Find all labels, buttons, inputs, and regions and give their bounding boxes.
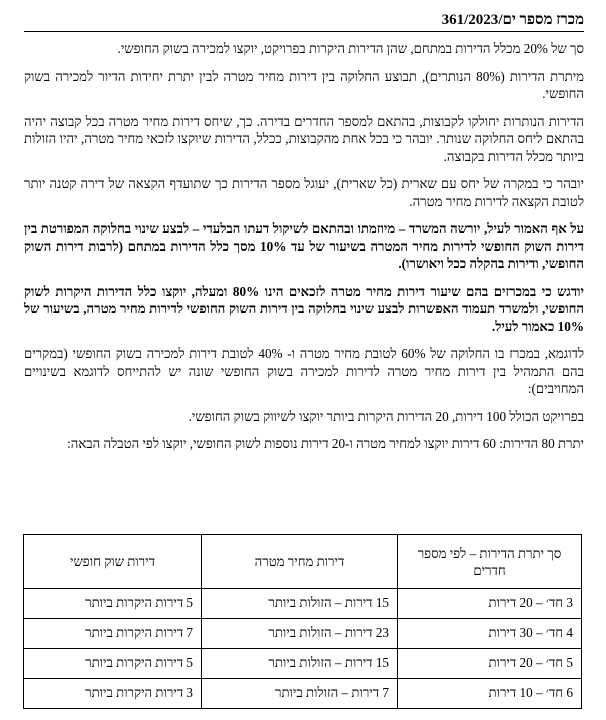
tender-number: 361/2023 (441, 12, 499, 28)
cell-free-market: 5 דירות היקרות ביותר (24, 589, 202, 619)
cell-rooms: 4 חד׳ – 30 דירות (398, 619, 582, 649)
header-free-market: דירות שוק חופשי (24, 535, 202, 589)
paragraph-emphasis-80: יודגש כי במכרזים בהם שיעור דירות מחיר מטרה לזכאים הינו 80% ומעלה, יוקצו כלל הדירות היקרות לשוק החופשי, ולמשרד תעמוד האפשרות לבצע שינוי בחלוקה בין דירות השוק החופשי לדירות מחיר מטרה, בשיעור של 10% כאמור לעיל. (24, 283, 584, 334)
paragraph-project-100: בפרויקט הכולל 100 דירות, 20 הדירות היקרות ביותר יוקצו לשיווק בשוק החופשי. (188, 408, 584, 424)
cell-rooms: 3 חד׳ – 20 דירות (398, 589, 582, 619)
paragraph-room-groups: הדירות הנותרות יחולקו לקבוצות, בהתאם למספר החדרים בדירה. כך, שיחס דירות מחיר מטרה בכל קבוצה יהיה בהתאם ליחס החלוקה שנותר. יובהר כי בכל אחת מהקבוצות, ככלל, הדירות שיוקצו לזכאי מחיר מטרה, יהיו הזולות ביותר מכלל הדירות בקבוצה. (24, 113, 584, 164)
document-header (24, 10, 584, 32)
paragraph-rounding: יובהר כי במקרה של יחס עם שארית (כל שארית), יעוגל מספר הדירות כך שתועדף הקצאה של דירה קטנה יותר לטובת הקצאה לדירות מחיר מטרה. (24, 176, 584, 209)
cell-rooms: 5 חד׳ – 20 דירות (398, 649, 582, 679)
cell-target-price: 7 דירות – הזולות ביותר (202, 679, 398, 709)
paragraph-remaining-split: מיתרת הדירות (80% הנותרים), תבוצע החלוקה בין דירות מחיר מטרה לבין יתרת יחידות הדיור למכירה בשוק החופשי. (24, 68, 585, 101)
allocation-table (23, 534, 582, 709)
allocation-table-wrapper (24, 534, 582, 709)
paragraph-remaining-80: יתרת 80 הדירות: 60 דירות יוקצו למחיר מטרה ו-20 דירות נוספות לשוק החופשי, יוקצו לפי הטבלה הבאה: (67, 436, 584, 451)
cell-free-market: 3 דירות היקרות ביותר (24, 679, 202, 709)
header-target-price: דירות מחיר מטרה (202, 535, 398, 589)
tender-label: מכרז מספר ים/ (498, 12, 584, 28)
table-row (24, 649, 582, 679)
cell-target-price: 23 דירות – הזולות ביותר (202, 619, 398, 649)
header-rooms: סך יתרת הדירות – לפי מספר חדרים (398, 535, 582, 589)
table-header-row (24, 535, 582, 589)
cell-target-price: 15 דירות – הזולות ביותר (202, 649, 398, 679)
cell-free-market: 7 דירות היקרות ביותר (24, 619, 202, 649)
table-row (24, 679, 582, 709)
cell-rooms: 6 חד׳ – 10 דירות (398, 679, 582, 709)
table-row (24, 589, 582, 619)
paragraph-example: לדוגמא, במכרז בו החלוקה של 60% לטובת מחיר מטרה ו- 40% לטובת דירות למכירה בשוק החופשי (במקרים בהם התמהיל בין דירות מחיר מטרה לדירות למכירה בשוק החופשי שונה יש להתייחס לדוגמא בשינויים המחויבים): (24, 346, 584, 396)
paragraph-free-market-share: סך של 20% מכלל הדירות במתחם, שהן הדירות היקרות בפרויקט, יוקצו למכירה בשוק החופשי. (117, 41, 584, 56)
cell-free-market: 5 דירות היקרות ביותר (24, 649, 202, 679)
paragraph-ministry-change: על אף האמור לעיל, יורשה המשרד – מיוזמתו ובהתאם לשיקול דעתו הבלעדי – לבצע שינוי בחלוקה המפורטת בין דירות השוק החופשי לדירות מחיר המטרה בשיעור של עד 10% מסך כלל הדירות במתחם (לרבות דירות השוק החופשי, ודירות בהקלה ככל ויאושרו). (24, 221, 584, 271)
table-row (24, 619, 582, 649)
cell-target-price: 15 דירות – הזולות ביותר (202, 589, 398, 619)
